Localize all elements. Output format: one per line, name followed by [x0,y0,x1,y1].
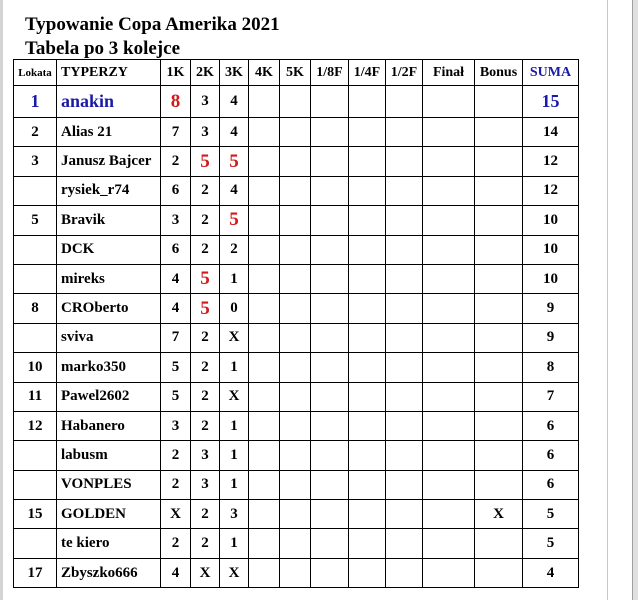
cell-bonus [475,235,523,264]
cell-bonus [475,264,523,293]
cell-name: Alias 21 [57,118,161,147]
cell-3k: 4 [220,118,249,147]
cell-1-8f [311,176,349,205]
header-5k: 5K [280,60,311,86]
window-right-border [632,0,638,600]
cell-5k [280,294,311,323]
cell-1-8f [311,264,349,293]
cell-1-2f [386,411,423,440]
cell-1k: 7 [161,323,191,352]
cell-1-4f [349,176,386,205]
cell-2k: 2 [191,529,220,558]
cell-1-2f [386,147,423,176]
cell-bonus [475,294,523,323]
cell-4k [249,411,280,440]
cell-bonus [475,441,523,470]
cell-1-4f [349,323,386,352]
cell-3k: X [220,323,249,352]
table-row [14,323,579,352]
table-row [14,86,579,118]
cell-bonus [475,147,523,176]
cell-bonus [475,411,523,440]
cell-4k [249,86,280,118]
table-row [14,264,579,293]
cell-3k: X [220,558,249,587]
header-1k: 1K [161,60,191,86]
cell-name: GOLDEN [57,500,161,529]
cell-1k: 3 [161,206,191,235]
cell-final [423,558,475,587]
cell-bonus: X [475,500,523,529]
cell-3k: 4 [220,176,249,205]
cell-sum: 10 [523,264,579,293]
cell-5k [280,323,311,352]
cell-1-2f [386,353,423,382]
cell-final [423,176,475,205]
cell-final [423,470,475,499]
cell-name: CROberto [57,294,161,323]
cell-1-2f [386,235,423,264]
cell-rank: 17 [14,558,57,587]
cell-5k [280,382,311,411]
table-row [14,147,579,176]
cell-3k: 1 [220,353,249,382]
cell-final [423,382,475,411]
cell-1-2f [386,264,423,293]
cell-rank [14,323,57,352]
cell-1k: 8 [161,86,191,118]
cell-name: DCK [57,235,161,264]
cell-rank [14,235,57,264]
cell-1-8f [311,86,349,118]
cell-1-4f [349,86,386,118]
table-row [14,411,579,440]
cell-name: Pawel2602 [57,382,161,411]
cell-5k [280,206,311,235]
cell-name: sviva [57,323,161,352]
cell-5k [280,147,311,176]
cell-1-4f [349,264,386,293]
cell-bonus [475,323,523,352]
cell-final [423,441,475,470]
cell-1-8f [311,147,349,176]
cell-1-4f [349,558,386,587]
cell-1k: 3 [161,411,191,440]
cell-2k: 2 [191,323,220,352]
cell-1-8f [311,441,349,470]
cell-1-2f [386,323,423,352]
cell-1k: 5 [161,382,191,411]
cell-2k: 2 [191,353,220,382]
cell-name: Habanero [57,411,161,440]
cell-2k: 3 [191,470,220,499]
cell-1k: 2 [161,470,191,499]
cell-2k: 2 [191,382,220,411]
header-4k: 4K [249,60,280,86]
cell-name: Zbyszko666 [57,558,161,587]
cell-4k [249,353,280,382]
cell-bonus [475,529,523,558]
cell-bonus [475,382,523,411]
cell-3k: 1 [220,264,249,293]
cell-sum: 5 [523,529,579,558]
cell-3k: 1 [220,411,249,440]
cell-5k [280,470,311,499]
cell-rank [14,441,57,470]
cell-name: VONPLES [57,470,161,499]
cell-final [423,411,475,440]
cell-final [423,294,475,323]
cell-rank: 3 [14,147,57,176]
header-suma: SUMA [523,60,579,86]
cell-5k [280,500,311,529]
cell-2k: 5 [191,264,220,293]
cell-final [423,264,475,293]
table-row [14,118,579,147]
cell-1-2f [386,118,423,147]
cell-sum: 9 [523,294,579,323]
table-row [14,206,579,235]
cell-sum: 8 [523,353,579,382]
cell-1-4f [349,500,386,529]
cell-1k: 6 [161,235,191,264]
header-1-8f: 1/8F [311,60,349,86]
page-subtitle: Tabela po 3 kolejce [25,38,180,59]
cell-1-4f [349,118,386,147]
cell-1-4f [349,441,386,470]
cell-1-8f [311,470,349,499]
cell-final [423,353,475,382]
cell-2k: X [191,558,220,587]
page-title: Typowanie Copa Amerika 2021 [25,14,280,35]
cell-4k [249,558,280,587]
cell-1-8f [311,500,349,529]
cell-sum: 5 [523,500,579,529]
cell-1k: 4 [161,264,191,293]
cell-1k: X [161,500,191,529]
cell-4k [249,500,280,529]
cell-1-4f [349,235,386,264]
cell-5k [280,176,311,205]
cell-name: te kiero [57,529,161,558]
cell-5k [280,235,311,264]
cell-rank: 2 [14,118,57,147]
cell-sum: 6 [523,441,579,470]
cell-bonus [475,470,523,499]
cell-1-8f [311,382,349,411]
cell-1-2f [386,206,423,235]
cell-1k: 2 [161,529,191,558]
cell-rank: 10 [14,353,57,382]
cell-rank: 15 [14,500,57,529]
header-2k: 2K [191,60,220,86]
cell-sum: 6 [523,470,579,499]
table-row [14,470,579,499]
cell-sum: 6 [523,411,579,440]
table-row [14,500,579,529]
cell-4k [249,470,280,499]
cell-4k [249,147,280,176]
cell-1-4f [349,206,386,235]
cell-3k: 1 [220,441,249,470]
header-bonus: Bonus [475,60,523,86]
cell-4k [249,382,280,411]
cell-1-8f [311,353,349,382]
cell-1-2f [386,294,423,323]
cell-4k [249,323,280,352]
cell-1k: 6 [161,176,191,205]
cell-1-2f [386,382,423,411]
table-row [14,558,579,587]
cell-rank [14,529,57,558]
cell-final [423,235,475,264]
cell-3k: 1 [220,470,249,499]
cell-3k: 0 [220,294,249,323]
cell-1k: 7 [161,118,191,147]
window-left-border [0,0,3,600]
cell-1-8f [311,558,349,587]
cell-final [423,118,475,147]
cell-5k [280,411,311,440]
cell-4k [249,206,280,235]
cell-sum: 15 [523,86,579,118]
cell-3k: 5 [220,147,249,176]
cell-1-2f [386,558,423,587]
cell-5k [280,86,311,118]
cell-2k: 3 [191,441,220,470]
cell-sum: 4 [523,558,579,587]
page-edge [607,0,608,600]
cell-5k [280,264,311,293]
header-row [14,60,579,86]
cell-sum: 7 [523,382,579,411]
cell-rank: 1 [14,86,57,118]
cell-1-8f [311,529,349,558]
cell-4k [249,235,280,264]
cell-rank [14,264,57,293]
cell-rank [14,176,57,205]
cell-3k: 4 [220,86,249,118]
cell-1-4f [349,470,386,499]
cell-1-8f [311,323,349,352]
cell-5k [280,558,311,587]
cell-1-2f [386,176,423,205]
cell-4k [249,176,280,205]
cell-1k: 4 [161,294,191,323]
table-row [14,235,579,264]
cell-5k [280,118,311,147]
cell-name: rysiek_r74 [57,176,161,205]
cell-1-2f [386,441,423,470]
cell-2k: 3 [191,86,220,118]
cell-1k: 2 [161,441,191,470]
cell-bonus [475,353,523,382]
cell-bonus [475,176,523,205]
cell-final [423,500,475,529]
cell-sum: 12 [523,147,579,176]
cell-1-4f [349,294,386,323]
cell-final [423,147,475,176]
header-1-2f: 1/2F [386,60,423,86]
cell-1-2f [386,529,423,558]
cell-sum: 12 [523,176,579,205]
cell-final [423,86,475,118]
cell-bonus [475,558,523,587]
cell-final [423,323,475,352]
cell-sum: 9 [523,323,579,352]
table-body [14,86,579,588]
cell-3k: 1 [220,529,249,558]
cell-name: Janusz Bajcer [57,147,161,176]
cell-rank: 11 [14,382,57,411]
table-row [14,441,579,470]
cell-final [423,529,475,558]
cell-sum: 14 [523,118,579,147]
cell-1-8f [311,118,349,147]
cell-1-4f [349,529,386,558]
cell-bonus [475,206,523,235]
cell-name: labusm [57,441,161,470]
cell-name: mireks [57,264,161,293]
cell-2k: 2 [191,235,220,264]
table-row [14,529,579,558]
cell-1k: 5 [161,353,191,382]
cell-2k: 2 [191,176,220,205]
cell-bonus [475,118,523,147]
cell-3k: 3 [220,500,249,529]
cell-1-8f [311,411,349,440]
cell-2k: 5 [191,147,220,176]
cell-3k: 2 [220,235,249,264]
cell-1-4f [349,411,386,440]
header-final: Finał [423,60,475,86]
cell-1-4f [349,353,386,382]
cell-4k [249,294,280,323]
cell-5k [280,353,311,382]
cell-2k: 5 [191,294,220,323]
cell-bonus [475,86,523,118]
cell-rank: 8 [14,294,57,323]
cell-sum: 10 [523,235,579,264]
table-row [14,176,579,205]
header-1-4f: 1/4F [349,60,386,86]
cell-rank: 12 [14,411,57,440]
cell-1-8f [311,294,349,323]
cell-2k: 2 [191,206,220,235]
cell-rank: 5 [14,206,57,235]
cell-4k [249,441,280,470]
header-3k: 3K [220,60,249,86]
cell-2k: 2 [191,411,220,440]
cell-2k: 3 [191,118,220,147]
cell-2k: 2 [191,500,220,529]
cell-1-2f [386,470,423,499]
cell-name: Bravik [57,206,161,235]
cell-1k: 4 [161,558,191,587]
cell-1k: 2 [161,147,191,176]
cell-rank [14,470,57,499]
cell-1-4f [349,382,386,411]
cell-5k [280,441,311,470]
cell-final [423,206,475,235]
standings-table [13,59,579,588]
cell-1-2f [386,500,423,529]
table-row [14,294,579,323]
cell-sum: 10 [523,206,579,235]
cell-name: marko350 [57,353,161,382]
cell-4k [249,529,280,558]
cell-3k: 5 [220,206,249,235]
cell-3k: X [220,382,249,411]
cell-4k [249,264,280,293]
cell-name: anakin [57,86,161,118]
cell-1-4f [349,147,386,176]
header-typerzy: TYPERZY [57,60,161,86]
table-row [14,353,579,382]
cell-1-2f [386,86,423,118]
header-lokata: Lokata [14,60,57,86]
cell-1-8f [311,235,349,264]
cell-4k [249,118,280,147]
table-row [14,382,579,411]
cell-5k [280,529,311,558]
cell-1-8f [311,206,349,235]
